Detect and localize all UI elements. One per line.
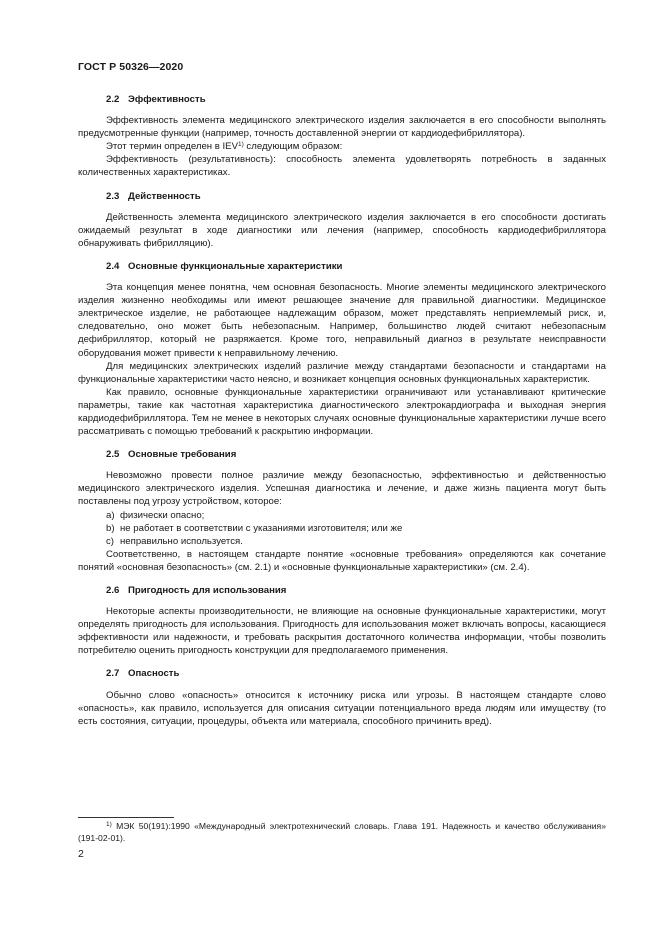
section-2-4 [78, 260, 606, 438]
list-item [78, 535, 606, 548]
paragraph: Действенность элемента медицинского электрического изделия заключается в его способности достигать ожидаемый результат в ходе диагностики или лечения (например, способность кардиодефибриллятора обнаруживать фибрилляцию). [78, 211, 606, 249]
section-number: 2.3 [106, 190, 120, 202]
section-title: Опасность [128, 668, 180, 680]
paragraph: Эта концепция менее понятна, чем основная безопасность. Многие элементы медицинского электрического изделия жизненно необходимы или имеют решающее значение для правильной диагностики. Медицинское электрическое изделие, не работающее надлежащим образом, может представлять неприемлемый риск, и, следовательно, оно может быть небезопасным. Например, большинство людей считают небезопасным дефибриллятор, который не разряжается. Кроме того, неправильный диагноз в результате неисправности оборудования может привести к неправильному лечению. [78, 282, 606, 359]
section-heading [78, 584, 606, 597]
section-2-3 [78, 190, 606, 250]
paragraph: Некоторые аспекты производительности, не влияющие на основные функциональные характеристики, могут определять пригодность для использования. Пригодность для использования может включать вопросы, касающиеся эффективности или надежности, и требовать раскрытия достаточного количества информации, чтобы позволить потребителю оценить пригодность конструкции для предполагаемого применения. [78, 606, 606, 657]
paragraph-text: следующим образом: [243, 141, 343, 153]
footnote-mark: 1) [106, 821, 112, 828]
paragraph-text: Этот термин определен в IEV [106, 141, 238, 153]
footnote-divider [78, 817, 174, 818]
document-header: ГОСТ Р 50326—2020 [78, 61, 184, 73]
section-title: Эффективность [128, 94, 206, 105]
list-item [78, 522, 606, 535]
footnote-ref[interactable]: 1) [237, 141, 244, 149]
section-heading [78, 93, 606, 106]
paragraph: Обычно слово «опасность» относится к источнику риска или угрозы. В настоящем стандарте слово «опасность», как правило, используется для описания ситуации потенциального вреда людям или имуществу (то есть состояния, ситуации, процедуры, объекта или материала, способного причинить вред). [78, 689, 606, 727]
section-title: Основные функциональные характеристики [128, 260, 343, 272]
section-heading [78, 190, 606, 203]
list-marker: a) [106, 509, 115, 521]
paragraph: Эффективность элемента медицинского электрического изделия заключается в его способности выполнять предусмотренные функции (например, точность доставленной энергии от кардиодефибриллятора). [78, 115, 606, 140]
section-number: 2.7 [106, 668, 120, 680]
paragraph: Невозможно провести полное различие между безопасностью, эффективностью и действенностью медицинского электрического изделия. Успешная диагностика и лечение, и даже жизнь пациента могут быть поставлены под угрозу устройством, которое: [78, 470, 606, 508]
section-2-7 [78, 667, 606, 727]
document-body [78, 93, 606, 728]
list-item [78, 509, 606, 522]
paragraph [78, 140, 606, 153]
section-number: 2.6 [106, 585, 120, 596]
list-marker: b) [106, 522, 115, 534]
list-text: неправильно используется. [120, 535, 243, 547]
footnote-text [78, 820, 606, 844]
paragraph: Для медицинских электрических изделий различие между стандартами безопасности и стандартами на функциональные характеристики часто неясно, и возникает концепция основных функциональных характеристик. [78, 360, 606, 385]
section-title: Основные требования [128, 449, 237, 461]
paragraph: Эффективность (результативность): способность элемента удовлетворять потребность в заданных количественных характеристиках. [78, 154, 606, 179]
section-2-6 [78, 584, 606, 657]
section-heading [78, 667, 606, 680]
section-number: 2.4 [106, 260, 120, 272]
list-marker: c) [106, 535, 114, 547]
footnote-body: МЭК 50(191):1990 «Международный электротехнический словарь. Глава 191. Надежность и качество обслуживания» (191-02-01). [78, 821, 606, 843]
section-title: Действенность [128, 190, 201, 202]
section-2-2 [78, 93, 606, 180]
list-text: не работает в соответствии с указаниями изготовителя; или же [120, 522, 403, 534]
list-text: физически опасно; [120, 509, 205, 521]
section-number: 2.2 [106, 94, 120, 105]
page-number: 2 [78, 848, 84, 860]
paragraph: Как правило, основные функциональные характеристики ограничивают или устанавливают критические параметры, такие как частотная характеристика диагностического электрокардиографа и выходная энергия кардиодефибриллятора. Тем не менее в некоторых случаях основные функциональные характеристики лучше всего рассматривать с помощью требований к раскрытию информации. [78, 386, 606, 438]
footnote [78, 820, 606, 844]
section-2-5 [78, 448, 606, 574]
paragraph: Соответственно, в настоящем стандарте понятие «основные требования» определяются как сочетание понятий «основная безопасность» (см. 2.1) и «основные функциональные характеристики» (см. 2.4). [78, 548, 606, 573]
section-heading [78, 448, 606, 461]
section-title: Пригодность для использования [128, 585, 287, 596]
section-heading [78, 260, 606, 273]
section-number: 2.5 [106, 449, 120, 461]
